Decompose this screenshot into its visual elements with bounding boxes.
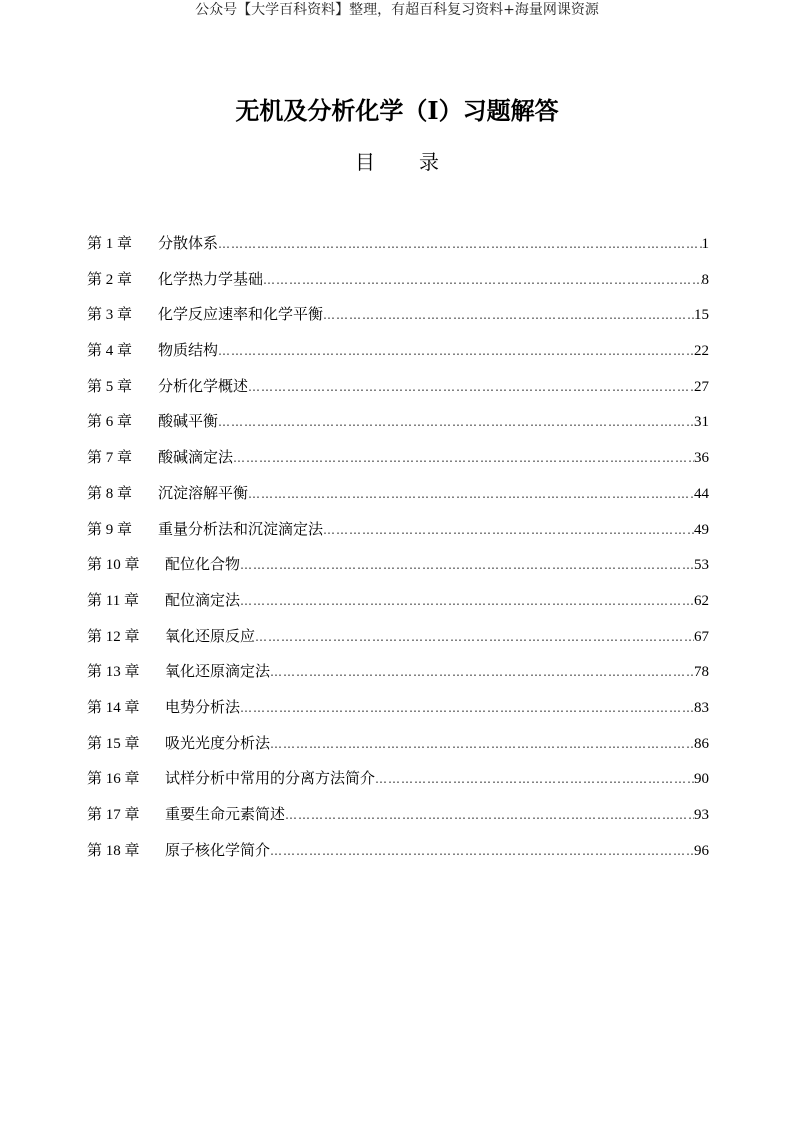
toc-chapter-number: 第 2 章 [87,271,133,288]
toc-page-number: 53 [694,557,709,574]
toc-heading-char: 录 [419,150,439,174]
toc-dot-leader [323,519,694,541]
toc-dot-leader [270,733,694,755]
toc-entry[interactable] [87,482,709,518]
toc-entry[interactable] [87,553,709,589]
toc-chapter-title: 配位滴定法 [165,590,241,609]
document-title: 无机及分析化学（Ⅰ）习题解答 [235,96,559,125]
toc-chapter-number: 第 12 章 [87,628,140,645]
toc-chapter-number: 第 15 章 [87,735,140,752]
toc-chapter-title: 酸碱平衡 [158,412,219,431]
toc-dot-leader [240,590,694,612]
toc-entry[interactable] [87,732,709,768]
toc-entry[interactable] [87,803,709,839]
toc-chapter-title: 酸碱滴定法 [158,448,234,467]
toc-chapter-title: 重要生命元素简述 [165,805,286,823]
toc-dot-leader [248,376,694,398]
toc-dot-leader [240,697,694,719]
toc-page-number: 36 [694,450,709,467]
toc-page-number: 67 [694,628,709,645]
toc-chapter-number: 第 8 章 [87,485,133,502]
toc-page-number: 96 [694,842,709,859]
toc-entry[interactable] [87,839,709,875]
table-of-contents [87,232,709,874]
toc-chapter-number: 第 9 章 [87,521,133,538]
toc-chapter-title: 分散体系 [158,234,219,252]
toc-page-number: 83 [694,699,709,716]
toc-dot-leader [263,269,701,291]
toc-dot-leader [270,840,694,862]
toc-chapter-number: 第 6 章 [87,414,133,431]
toc-chapter-title: 氧化还原反应 [165,626,256,645]
toc-entry[interactable] [87,589,709,625]
toc-chapter-title: 配位化合物 [165,555,241,574]
toc-dot-leader [218,340,694,362]
toc-page-number: 22 [694,343,709,360]
toc-entry[interactable] [87,268,709,304]
toc-chapter-title: 氧化还原滴定法 [165,662,271,681]
toc-page-number: 31 [694,414,709,431]
toc-dot-leader [323,304,694,326]
toc-heading-char: 目 [355,150,375,174]
toc-chapter-title: 化学反应速率和化学平衡 [158,305,324,324]
toc-chapter-title: 分析化学概述 [158,376,249,395]
toc-chapter-number: 第 18 章 [87,842,140,859]
toc-dot-leader [240,554,694,576]
toc-chapter-title: 化学热力学基础 [158,269,264,288]
toc-entry[interactable] [87,446,709,482]
toc-page-number: 44 [694,485,709,502]
toc-page-number: 90 [694,771,709,788]
toc-dot-leader [218,233,701,255]
toc-page-number: 49 [694,521,709,538]
toc-page-number: 93 [694,807,709,823]
toc-chapter-number: 第 3 章 [87,307,133,324]
page-header: 公众号【大学百科资料】整理，有超百科复习资料+海量网课资源 [195,2,599,18]
toc-chapter-number: 第 17 章 [87,807,140,823]
toc-page-number: 8 [701,271,709,288]
toc-entry[interactable] [87,767,709,803]
toc-chapter-number: 第 10 章 [87,557,140,574]
toc-chapter-title: 试样分析中常用的分离方法简介 [165,769,376,788]
toc-dot-leader [270,661,694,683]
toc-entry[interactable] [87,375,709,411]
toc-dot-leader [285,804,694,826]
toc-entry[interactable] [87,339,709,375]
toc-chapter-title: 吸光光度分析法 [165,733,271,752]
toc-dot-leader [375,768,694,790]
toc-entry[interactable] [87,625,709,661]
toc-chapter-number: 第 4 章 [87,343,133,360]
toc-chapter-title: 重量分析法和沉淀滴定法 [158,519,324,538]
toc-chapter-title: 原子核化学简介 [165,840,271,859]
toc-chapter-number: 第 16 章 [87,771,140,788]
toc-page-number: 86 [694,735,709,752]
toc-page-number: 62 [694,592,709,609]
toc-chapter-title: 沉淀溶解平衡 [158,483,249,502]
toc-entry[interactable] [87,660,709,696]
toc-chapter-number: 第 5 章 [87,378,133,395]
toc-entry[interactable] [87,410,709,446]
toc-dot-leader [248,483,694,505]
toc-entry[interactable] [87,232,709,268]
toc-chapter-number: 第 7 章 [87,450,133,467]
toc-dot-leader [233,447,694,469]
toc-page-number: 1 [701,236,709,252]
toc-dot-leader [218,411,694,433]
toc-chapter-number: 第 13 章 [87,664,140,681]
toc-heading [0,148,794,176]
toc-entry[interactable] [87,518,709,554]
toc-chapter-number: 第 1 章 [87,236,133,252]
toc-page-number: 27 [694,378,709,395]
toc-chapter-number: 第 11 章 [87,592,139,609]
toc-entry[interactable] [87,303,709,339]
toc-chapter-title: 电势分析法 [165,697,241,716]
toc-page-number: 78 [694,664,709,681]
toc-page-number: 15 [694,307,709,324]
toc-dot-leader [255,626,694,648]
toc-entry[interactable] [87,696,709,732]
toc-chapter-number: 第 14 章 [87,699,140,716]
toc-chapter-title: 物质结构 [158,341,219,360]
